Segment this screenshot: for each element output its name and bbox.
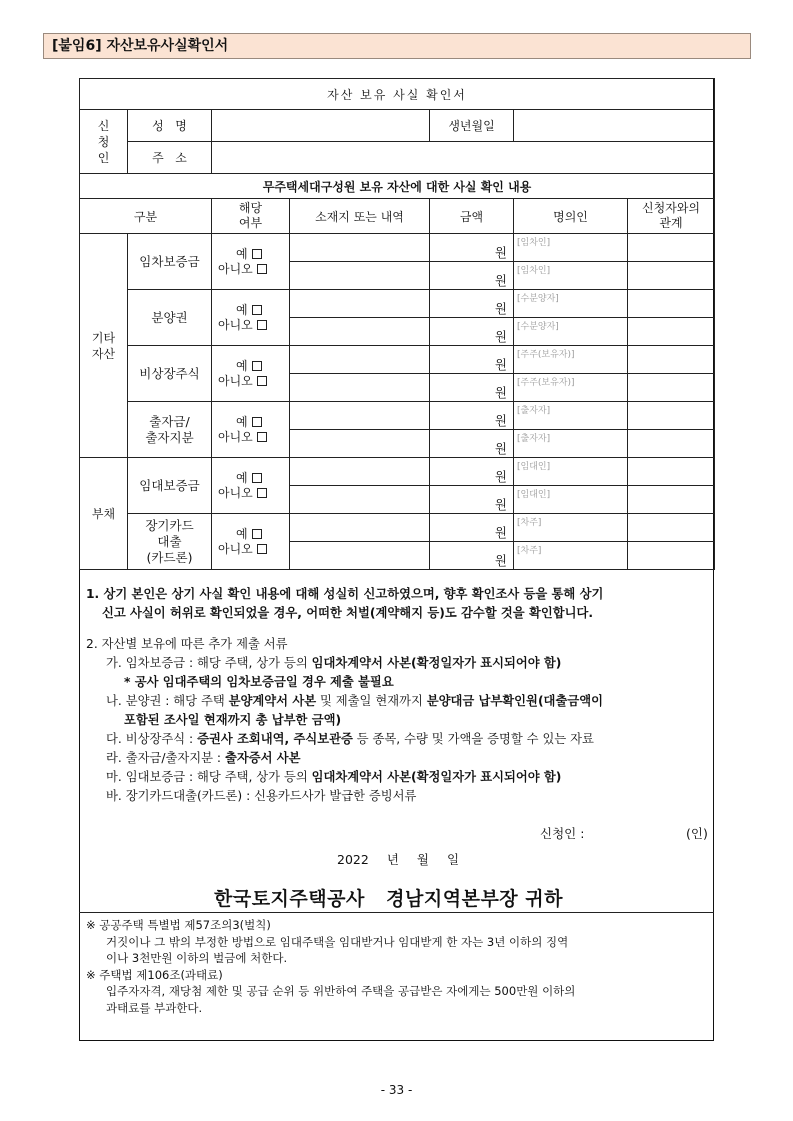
amount-header: 금액 <box>430 199 514 234</box>
won-unit: 원 <box>494 412 507 428</box>
attachment-header: [붙임6] 자산보유사실확인서 <box>43 33 751 59</box>
won-unit: 원 <box>494 496 507 512</box>
amount-field[interactable] <box>430 514 514 542</box>
amount-field[interactable] <box>430 234 514 262</box>
additional-docs-title: 2. 자산별 보유에 따른 추가 제출 서류 <box>86 637 288 651</box>
asset-confirmation-table <box>79 78 715 570</box>
asset-row <box>80 234 715 262</box>
won-unit: 원 <box>494 328 507 344</box>
asset-row <box>80 514 715 542</box>
name-label: 성 명 <box>128 110 212 142</box>
seal-mark: (인) <box>686 826 708 841</box>
recipient-line: 한국토지주택공사 경남지역본부장 귀하 <box>214 888 563 910</box>
relation-header: 신청자와의 관계 <box>628 199 715 234</box>
yes-checkbox[interactable] <box>252 249 262 259</box>
amount-field[interactable] <box>430 458 514 486</box>
relation-field[interactable] <box>628 402 715 430</box>
won-unit: 원 <box>494 272 507 288</box>
owner-hint: [주주(보유자)] <box>517 350 575 360</box>
item-label: 비상장주식 <box>128 346 212 402</box>
won-unit: 원 <box>494 300 507 316</box>
relation-field[interactable] <box>628 542 715 570</box>
amount-field[interactable] <box>430 318 514 346</box>
law2-line1: 입주자자격, 재당첨 제한 및 공급 순위 등 위반하여 주택을 공급받은 자에게는 500만원 이하의 <box>106 984 576 998</box>
amount-field[interactable] <box>430 262 514 290</box>
won-unit: 원 <box>494 468 507 484</box>
location-field[interactable] <box>290 262 430 290</box>
applicant-signature-label: 신청인 : <box>540 826 585 841</box>
no-checkbox[interactable] <box>257 320 267 330</box>
owner-hint: [차주] <box>517 546 542 556</box>
no-checkbox[interactable] <box>257 432 267 442</box>
relation-field[interactable] <box>628 486 715 514</box>
location-field[interactable] <box>290 430 430 458</box>
owner-field[interactable] <box>514 430 628 458</box>
asset-row <box>80 458 715 486</box>
doc-item-ga: 가. 임차보증금 : 해당 주택, 상가 등의 임대차계약서 사본(확정일자가 표시되어야 함) <box>106 656 562 670</box>
relation-field[interactable] <box>628 318 715 346</box>
owner-hint: [출자자] <box>517 406 551 416</box>
law1-title: ※ 공공주택 특별법 제57조의3(벌칙) <box>86 918 271 932</box>
group-label: 기타 자산 <box>80 234 128 458</box>
applicable-checkboxes: 예 아니오 <box>212 402 290 458</box>
relation-field[interactable] <box>628 458 715 486</box>
won-unit: 원 <box>494 244 507 260</box>
owner-hint: [수분양자] <box>517 294 559 304</box>
applicable-checkboxes: 예 아니오 <box>212 514 290 570</box>
law1-line2: 이나 3천만원 이하의 벌금에 처한다. <box>106 951 288 965</box>
doc-item-ba: 바. 장기카드대출(카드론) : 신용카드사가 발급한 증빙서류 <box>106 789 417 803</box>
applicable-checkboxes: 예 아니오 <box>212 458 290 514</box>
amount-field[interactable] <box>430 290 514 318</box>
date-line <box>337 850 477 868</box>
owner-hint: [수분양자] <box>517 322 559 332</box>
yes-checkbox[interactable] <box>252 417 262 427</box>
asset-row <box>80 290 715 318</box>
page-number: - 33 - <box>380 1083 413 1097</box>
relation-field[interactable] <box>628 290 715 318</box>
yes-checkbox[interactable] <box>252 529 262 539</box>
asset-row <box>80 402 715 430</box>
relation-field[interactable] <box>628 430 715 458</box>
amount-field[interactable] <box>430 374 514 402</box>
owner-hint: [차주] <box>517 518 542 528</box>
owner-hint: [임대인] <box>517 490 551 500</box>
item-label: 장기카드 대출 (카드론) <box>128 514 212 570</box>
yes-checkbox[interactable] <box>252 305 262 315</box>
group-label: 부채 <box>80 458 128 570</box>
owner-field[interactable] <box>514 318 628 346</box>
no-checkbox[interactable] <box>257 544 267 554</box>
doc-item-ga-note: * 공사 임대주택의 임차보증금일 경우 제출 불필요 <box>124 675 394 689</box>
relation-field[interactable] <box>628 262 715 290</box>
address-field[interactable] <box>212 142 715 174</box>
owner-field[interactable] <box>514 542 628 570</box>
address-label: 주 소 <box>128 142 212 174</box>
location-field[interactable] <box>290 346 430 374</box>
item-label: 출자금/ 출자지분 <box>128 402 212 458</box>
amount-field[interactable] <box>430 542 514 570</box>
location-field[interactable] <box>290 486 430 514</box>
owner-hint: [출자자] <box>517 434 551 444</box>
applicable-checkboxes: 예 아니오 <box>212 234 290 290</box>
relation-field[interactable] <box>628 514 715 542</box>
assets-section-title: 무주택세대구성원 보유 자산에 대한 사실 확인 내용 <box>80 174 715 199</box>
owner-hint: [임차인] <box>517 238 551 248</box>
asset-row <box>80 346 715 374</box>
date-year-unit: 년 <box>386 852 399 867</box>
notes-section <box>86 585 708 806</box>
category-header: 구분 <box>80 199 212 234</box>
applicable-header: 해당 여부 <box>212 199 290 234</box>
location-field[interactable] <box>290 234 430 262</box>
penalty-notes <box>86 917 706 1016</box>
date-month-unit: 월 <box>416 852 429 867</box>
relation-field[interactable] <box>628 346 715 374</box>
amount-field[interactable] <box>430 486 514 514</box>
confirm-line-1: 1. 상기 본인은 상기 사실 확인 내용에 대해 성실히 신고하였으며, 향후 확인조사 등을 통해 상기 <box>86 587 604 601</box>
date-day-unit: 일 <box>446 852 460 867</box>
owner-field[interactable] <box>514 346 628 374</box>
location-field[interactable] <box>290 318 430 346</box>
location-field[interactable] <box>290 514 430 542</box>
birth-date-field[interactable] <box>514 110 715 142</box>
item-label: 임대보증금 <box>128 458 212 514</box>
applicable-checkboxes: 예 아니오 <box>212 290 290 346</box>
owner-field[interactable] <box>514 374 628 402</box>
owner-field[interactable] <box>514 290 628 318</box>
no-checkbox[interactable] <box>257 264 267 274</box>
law2-line2: 과태료를 부과한다. <box>106 1000 203 1015</box>
location-field[interactable] <box>290 542 430 570</box>
location-header: 소재지 또는 내역 <box>290 199 430 234</box>
law2-title: ※ 주택법 제106조(과태료) <box>86 967 223 982</box>
owner-field[interactable] <box>514 458 628 486</box>
owner-header: 명의인 <box>514 199 628 234</box>
won-unit: 원 <box>494 356 507 372</box>
applicable-checkboxes: 예 아니오 <box>212 346 290 402</box>
owner-field[interactable] <box>514 514 628 542</box>
doc-item-ra: 라. 출자금/출자지분 : 출자증서 사본 <box>106 751 301 765</box>
doc-item-na-cont: 포함된 조사일 현재까지 총 납부한 금액) <box>124 713 342 727</box>
amount-field[interactable] <box>430 430 514 458</box>
won-unit: 원 <box>494 384 507 400</box>
document-title: 자산 보유 사실 확인서 <box>80 79 715 110</box>
item-label: 임차보증금 <box>128 234 212 290</box>
relation-field[interactable] <box>628 374 715 402</box>
name-field[interactable] <box>212 110 430 142</box>
location-field[interactable] <box>290 402 430 430</box>
won-unit: 원 <box>494 552 507 568</box>
yes-checkbox[interactable] <box>252 473 262 483</box>
won-unit: 원 <box>494 524 507 540</box>
owner-hint: [임차인] <box>517 266 551 276</box>
owner-field[interactable] <box>514 234 628 262</box>
location-field[interactable] <box>290 458 430 486</box>
won-unit: 원 <box>494 440 507 456</box>
yes-checkbox[interactable] <box>252 361 262 371</box>
location-field[interactable] <box>290 290 430 318</box>
no-checkbox[interactable] <box>257 376 267 386</box>
no-checkbox[interactable] <box>257 488 267 498</box>
birth-date-label: 생년월일 <box>430 110 514 142</box>
doc-item-na: 나. 분양권 : 해당 주택 분양계약서 사본 및 제출일 현재까지 분양대금 납부확인원(대출금액이 <box>106 694 603 708</box>
law1-line1: 거짓이나 그 밖의 부정한 방법으로 임대주택을 임대받거나 임대받게 한 자는 3년 이하의 징역 <box>106 934 569 949</box>
date-year: 2022 <box>337 852 369 867</box>
doc-item-ma: 마. 임대보증금 : 해당 주택, 상가 등의 임대차계약서 사본(확정일자가 표시되어야 함) <box>106 770 562 784</box>
item-label: 분양권 <box>128 290 212 346</box>
owner-field[interactable] <box>514 486 628 514</box>
owner-hint: [임대인] <box>517 462 551 472</box>
relation-field[interactable] <box>628 234 715 262</box>
confirm-line-2: 신고 사실이 허위로 확인되었을 경우, 어떠한 처벌(계약해지 등)도 감수할 것을 확인합니다. <box>102 606 594 620</box>
doc-item-da: 다. 비상장주식 : 증권사 조회내역, 주식보관증 등 종목, 수량 및 가액을 증명할 수 있는 자료 <box>106 732 594 746</box>
owner-hint: [주주(보유자)] <box>517 378 575 388</box>
applicant-section-label: 신 청 인 <box>80 110 128 174</box>
amount-field[interactable] <box>430 402 514 430</box>
owner-field[interactable] <box>514 402 628 430</box>
amount-field[interactable] <box>430 346 514 374</box>
location-field[interactable] <box>290 374 430 402</box>
owner-field[interactable] <box>514 262 628 290</box>
